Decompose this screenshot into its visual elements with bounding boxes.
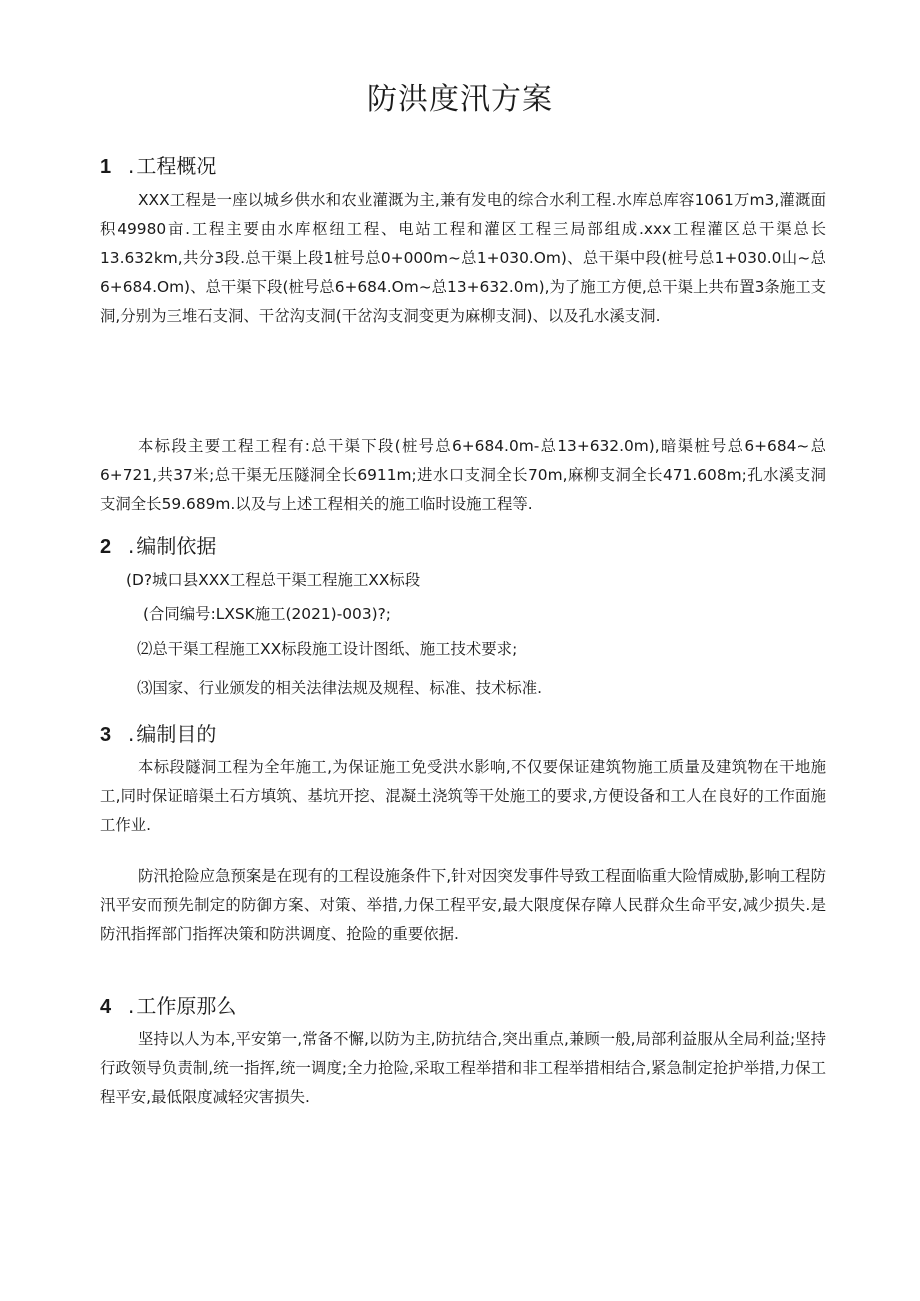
section-3-paragraph-2: 防汛抢险应急预案是在现有的工程设施条件下,针对因突发事件导致工程面临重大险情威胁,影响工程防汛平安而预先制定的防御方案、对策、举措,力保工程平安,最大限度保存障人民群众生命平安,减少损失.是防汛指挥部门指挥决策和防洪调度、抢险的重要依据.: [100, 867, 826, 943]
basis-item-3: ⑶国家、行业颁发的相关法律法规及规程、标准、技术标准.: [137, 679, 543, 697]
section-1-heading: 1 . 工程概况: [100, 154, 217, 178]
section-title: 工程概况: [136, 154, 217, 178]
section-number: 2: [100, 536, 112, 558]
section-title: 编制目的: [136, 722, 217, 746]
section-title: 编制依据: [136, 534, 217, 558]
section-1-paragraph-2: 本标段主要工程工程有:总干渠下段(桩号总6+684.0m-总13+632.0m),暗渠桩号总6+684~总6+721,共37米;总干渠无压隧洞全长6911m;进水口支洞全长70m,麻柳支洞全长471.608m;孔水溪支洞支洞全长59.689m.以及与上述工程相关的施工临时设施工程等.: [100, 437, 826, 513]
section-number: 3: [100, 724, 112, 746]
section-number: 4: [100, 996, 112, 1018]
basis-item-1-contract: (合同编号:LXSK施工(2021)-003)?;: [143, 605, 391, 623]
section-3-heading: 3 . 编制目的: [100, 722, 217, 746]
section-2-heading: 2 . 编制依据: [100, 534, 217, 558]
section-number: 1: [100, 156, 112, 178]
section-4-heading: 4 . 工作原那么: [100, 994, 237, 1018]
basis-item-1: (D?城口县XXX工程总干渠工程施工XX标段: [126, 571, 421, 589]
section-title: 工作原那么: [136, 994, 237, 1018]
page-title: 防洪度汛方案: [367, 82, 553, 117]
section-4-paragraph-1: 坚持以人为本,平安第一,常备不懈,以防为主,防抗结合,突出重点,兼顾一般,局部利益服从全局利益;坚持行政领导负责制,统一指挥,统一调度;全力抢险,采取工程举措和非工程举措相结合,紧急制定抢护举措,力保工程平安,最低限度减轻灾害损失.: [100, 1030, 826, 1106]
basis-item-2: ⑵总干渠工程施工XX标段施工设计图纸、施工技术要求;: [137, 640, 518, 658]
section-3-paragraph-1: 本标段隧洞工程为全年施工,为保证施工免受洪水影响,不仅要保证建筑物施工质量及建筑物在干地施工,同时保证暗渠土石方填筑、基坑开挖、混凝土浇筑等干处施工的要求,方便设备和工人在良好的工作面施工作业.: [100, 758, 826, 834]
section-1-paragraph-1: XXX工程是一座以城乡供水和农业灌溉为主,兼有发电的综合水利工程.水库总库容1061万m3,灌溉面积49980亩.工程主要由水库枢纽工程、电站工程和灌区工程三局部组成.xxx工程灌区总干渠总长13.632km,共分3段.总干渠上段1桩号总0+000m~总1+030.Om)、总干渠中段(桩号总1+030.0山~总6+684.Om)、总干渠下段(桩号总6+684.Om~总13+632.0m),为了施工方便,总干渠上共布置3条施工支洞,分别为三堆石支洞、干岔沟支洞(干岔沟支洞变更为麻柳支洞)、以及孔水溪支洞.: [100, 191, 826, 325]
